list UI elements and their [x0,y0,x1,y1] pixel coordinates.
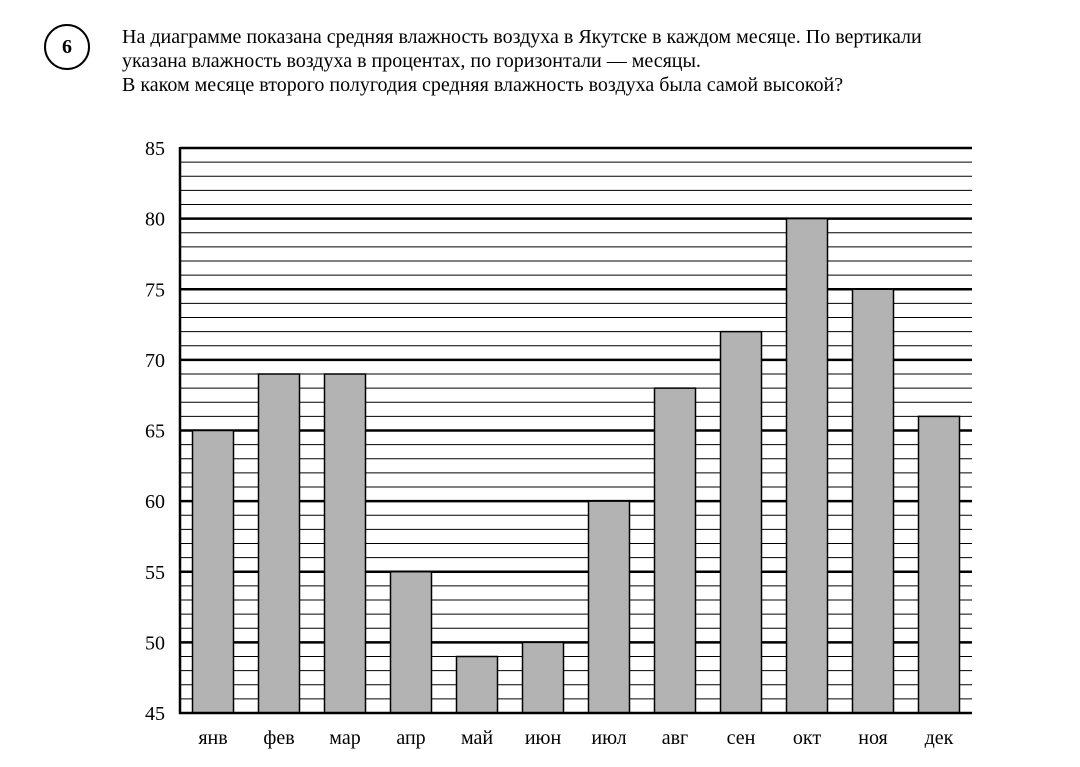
x-tick-label: дек [924,727,954,749]
x-tick-label: май [460,727,494,749]
x-tick-label: мар [329,727,361,749]
x-tick-label: сен [726,727,756,749]
bar-авг [655,388,696,713]
x-tick-label: июн [524,727,562,749]
bar-мар [325,374,366,713]
bar-окт [787,219,828,713]
bar-дек [919,416,960,713]
chart-bars [193,219,960,713]
bar-ноя [853,289,894,713]
y-tick-label: 45 [145,703,165,725]
y-tick-label: 50 [145,632,165,655]
question-line-2: указана влажность воздуха в процентах, по горизонтали — месяцы. [122,50,701,72]
task-number: 6 [62,35,72,58]
y-tick-label: 55 [145,561,165,584]
x-tick-label: янв [198,727,228,749]
bar-июн [523,642,564,713]
x-tick-label: фев [263,727,295,749]
question-line-3: В каком месяце второго полугодия средняя влажность воздуха была самой высокой? [122,74,844,96]
bar-апр [391,572,432,713]
bar-май [457,657,498,714]
bar-янв [193,431,234,714]
bar-июл [589,501,630,713]
y-tick-label: 85 [145,138,165,160]
x-tick-label: авг [661,727,689,749]
y-tick-label: 80 [145,208,165,231]
y-tick-label: 75 [145,279,165,302]
bar-фев [259,374,300,713]
x-tick-label: июл [591,727,627,749]
question-line-1: На диаграмме показана средняя влажность воздуха в Якутске в каждом месяце. По вертикали [122,26,922,48]
x-tick-label: окт [792,727,822,749]
x-tick-label: ноя [858,727,888,749]
y-tick-label: 70 [145,349,165,372]
y-tick-label: 65 [145,420,165,443]
bar-сен [721,332,762,713]
x-tick-label: апр [396,727,426,749]
y-tick-label: 60 [145,491,165,514]
